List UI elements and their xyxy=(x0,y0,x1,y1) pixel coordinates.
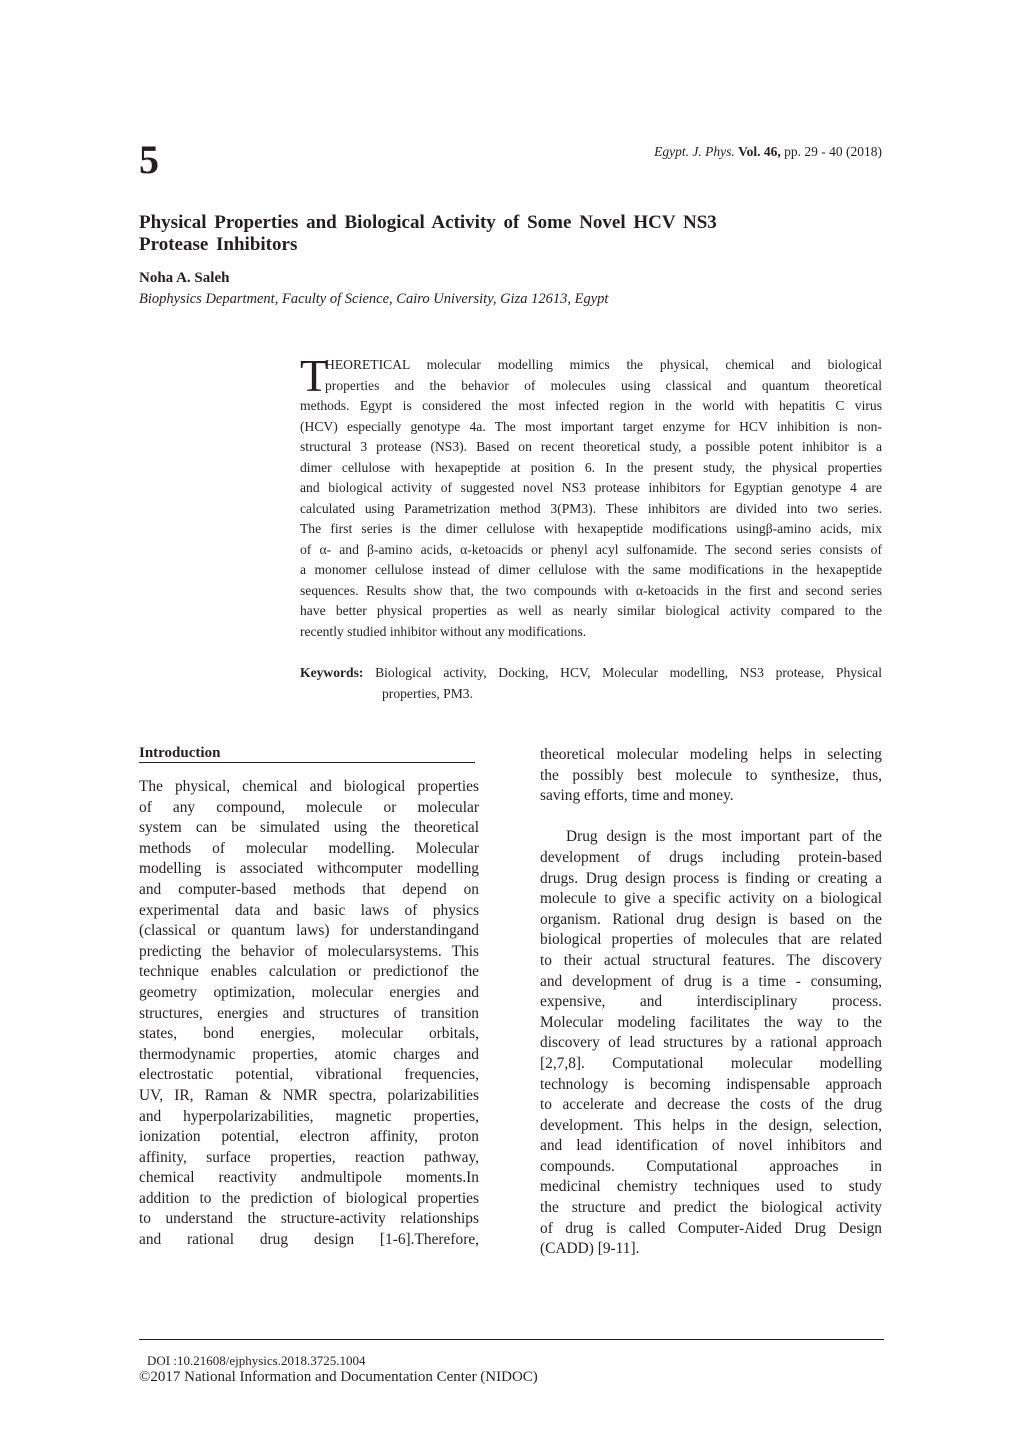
author-name: Noha A. Saleh xyxy=(139,270,230,286)
text-line: of α- and β-amino acids, α-ketoacids or phenyl acyl sulfonamide. The second series consists of xyxy=(300,541,882,557)
text-line: have better physical properties as well as nearly similar biological activity compared to the xyxy=(300,603,882,618)
text-line: (classical or quantum laws) for understandingand xyxy=(139,922,479,940)
text-line: of any compound, molecule or molecular xyxy=(139,798,479,816)
left-column xyxy=(139,777,479,1251)
text-line: compounds. Computational approaches in xyxy=(540,1157,882,1175)
text-line: molecule to give a specific activity on a biological xyxy=(540,890,882,908)
text-line: and biological activity of suggested novel NS3 protease inhibitors for Egyptian genotype 4 are xyxy=(300,480,882,495)
journal-volume: Vol. 46, xyxy=(738,144,781,159)
text-line: structures, energies and structures of transition xyxy=(139,1004,479,1022)
text-line: thermodynamic properties, atomic charges and xyxy=(139,1045,479,1063)
text-line: addition to the prediction of biological properties xyxy=(139,1189,479,1207)
text-line: Drug design is the most important part of the xyxy=(566,828,882,846)
keywords-text: Biological activity, Docking, HCV, Molecular modelling, NS3 protease, Physical xyxy=(375,665,882,680)
text-line: system can be simulated using the theoretical xyxy=(139,819,479,837)
text-line: organism. Rational drug design is based on the xyxy=(540,910,882,928)
text-line: geometry optimization, molecular energies and xyxy=(139,983,479,1001)
text-line: sequences. Results show that, the two compounds with α-ketoacids in the first and second series xyxy=(300,582,882,598)
text-line: UV, IR, Raman & NMR spectra, polarizabilities xyxy=(139,1086,479,1104)
footer-divider xyxy=(139,1339,884,1340)
text-line: experimental data and basic laws of physics xyxy=(139,901,479,919)
text-line: drugs. Drug design process is finding or creating a xyxy=(540,869,882,887)
keywords-line: properties, PM3. xyxy=(382,685,473,701)
text-line: the possibly best molecule to synthesize, thus, xyxy=(540,766,882,784)
text-line: calculated using Parametrization method 3(PM3). These inhibitors are divided into two series. xyxy=(300,500,882,516)
abstract xyxy=(300,350,882,642)
journal-citation xyxy=(654,144,882,160)
text-line: to understand the structure-activity relationships xyxy=(139,1210,479,1228)
journal-name: Egypt. J. Phys. xyxy=(654,144,735,159)
text-line: (HCV) especially genotype 4a. The most important target enzyme for HCV inhibition is non- xyxy=(300,418,882,434)
keywords-line xyxy=(300,663,882,684)
journal-pages: pp. 29 - 40 (2018) xyxy=(784,144,882,159)
text-line: methods. Egypt is considered the most infected region in the world with hepatitis C virus xyxy=(300,398,882,413)
text-line: Molecular modeling facilitates the way to the xyxy=(540,1013,882,1031)
text-line: recently studied inhibitor without any modifications. xyxy=(300,623,587,639)
text-line: dimer cellulose with hexapeptide at position 6. In the present study, the physical properties xyxy=(300,459,882,475)
text-line: to their actual structural features. The discovery xyxy=(540,951,882,969)
keywords-label: Keywords: xyxy=(300,665,364,680)
text-line: modelling is associated withcomputer modelling xyxy=(139,860,479,878)
text-line: technology is becoming indispensable approach xyxy=(540,1075,882,1093)
section-heading-introduction: Introduction xyxy=(139,745,475,763)
right-column xyxy=(540,745,882,1260)
text-line: properties and the behavior of molecules using classical and quantum theoretical xyxy=(325,377,882,393)
text-line: chemical reactivity andmultipole moments.In xyxy=(139,1169,479,1187)
paragraph-gap xyxy=(540,807,882,828)
text-line: medicinal chemistry techniques used to study xyxy=(540,1178,882,1196)
text-line: and computer-based methods that depend on xyxy=(139,880,479,898)
text-line: of drug is called Computer-Aided Drug Design xyxy=(540,1219,882,1237)
text-line: a monomer cellulose instead of dimer cellulose with the same modifications in the hexapeptide xyxy=(300,562,882,577)
author-affiliation: Biophysics Department, Faculty of Science, Cairo University, Giza 12613, Egypt xyxy=(139,291,609,307)
text-line: biological properties of molecules that are related xyxy=(540,931,882,949)
text-line: methods of molecular modelling. Molecular xyxy=(139,839,479,857)
text-line: affinity, surface properties, reaction pathway, xyxy=(139,1148,479,1166)
text-line: The physical, chemical and biological properties xyxy=(139,778,479,795)
text-line: HEORETICAL molecular modelling mimics the physical, chemical and biological xyxy=(325,357,882,372)
text-line: discovery of lead structures by a rational approach xyxy=(540,1034,882,1052)
text-line: and rational drug design [1-6].Therefore, xyxy=(139,1231,479,1249)
text-line: ionization potential, electron affinity, proton xyxy=(139,1128,479,1146)
text-line: predicting the behavior of molecularsystems. This xyxy=(139,942,479,960)
text-line: and hyperpolarizabilities, magnetic properties, xyxy=(139,1107,479,1125)
text-line: and lead identification of novel inhibitors and xyxy=(540,1137,882,1155)
text-line: electrostatic potential, vibrational frequencies, xyxy=(139,1066,479,1084)
text-line: to accelerate and decrease the costs of the drug xyxy=(540,1096,882,1114)
text-line: states, bond energies, molecular orbitals, xyxy=(139,1025,479,1043)
keywords xyxy=(300,663,882,704)
text-line: development. This helps in the design, selection, xyxy=(540,1116,882,1134)
text-line: The first series is the dimer cellulose with hexapeptide modifications usingβ-amino acids, mix xyxy=(300,521,882,536)
text-line: development of drugs including protein-based xyxy=(540,848,882,866)
article-title: Physical Properties and Biological Activity of Some Novel HCV NS3 Protease Inhibitors xyxy=(139,212,717,255)
text-line: theoretical molecular modeling helps in selecting xyxy=(540,746,882,763)
text-line: the structure and predict the biological activity xyxy=(540,1199,882,1217)
copyright: ©2017 National Information and Documentation Center (NIDOC) xyxy=(139,1369,538,1385)
doi: DOI :10.21608/ejphysics.2018.3725.1004 xyxy=(147,1353,366,1368)
text-line: saving efforts, time and money. xyxy=(540,787,734,805)
text-line: expensive, and interdisciplinary process. xyxy=(540,993,882,1011)
text-line: [2,7,8]. Computational molecular modelling xyxy=(540,1054,882,1072)
text-line: (CADD) [9-11]. xyxy=(540,1240,640,1258)
text-line: technique enables calculation or predictionof the xyxy=(139,963,479,981)
drop-cap: T xyxy=(300,350,329,401)
text-line: structural 3 protease (NS3). Based on recent theoretical study, a possible potent inhibitor is a xyxy=(300,439,882,454)
text-line: and development of drug is a time - consuming, xyxy=(540,972,882,990)
page-number: 5 xyxy=(139,137,159,182)
